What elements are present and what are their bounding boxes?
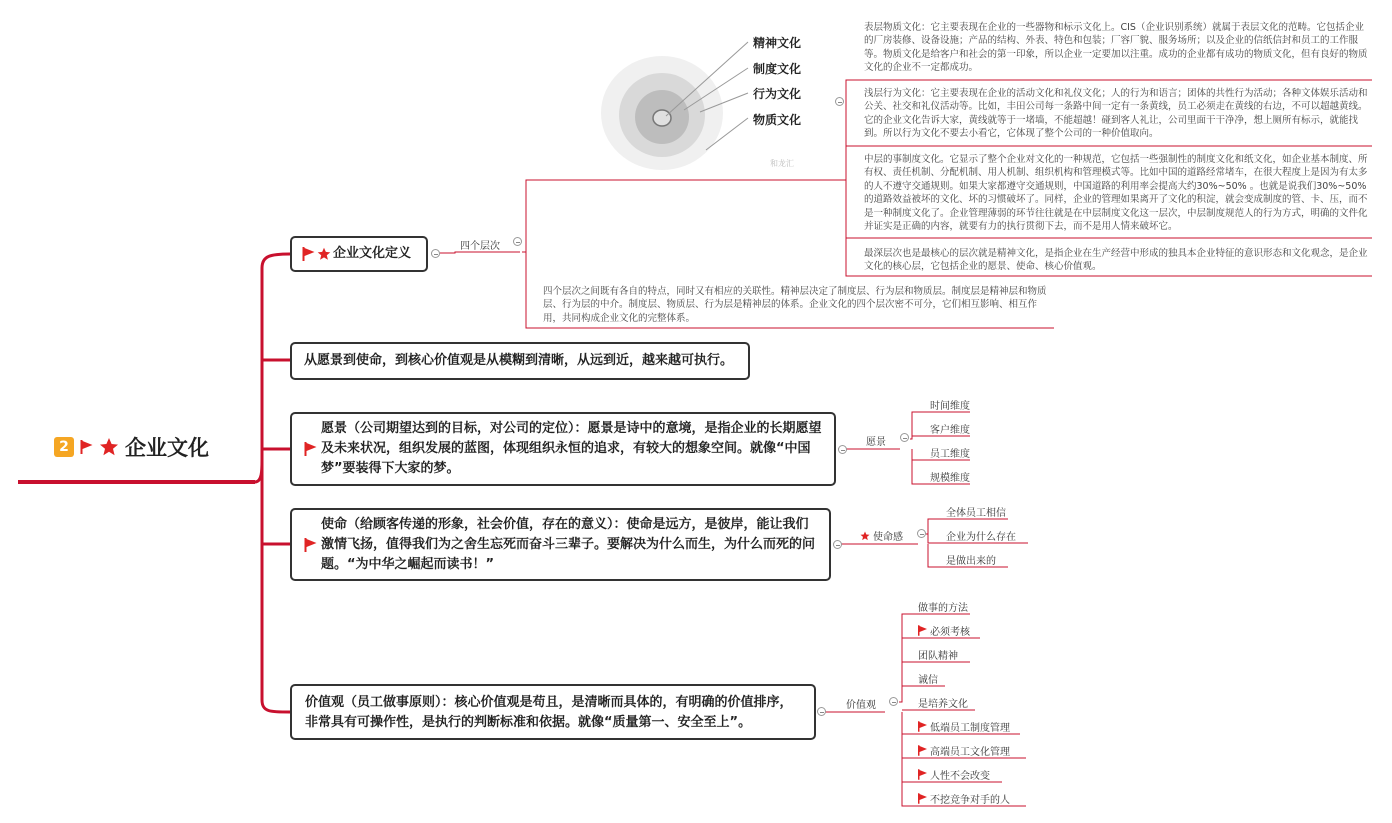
- flag-icon: [918, 745, 927, 756]
- collapse-toggle[interactable]: [833, 540, 842, 549]
- flag-icon: [918, 769, 927, 780]
- values-node[interactable]: 价值观（员工做事原则）：核心价值观是苟且，是清晰而具体的，有明确的价值排序，非常具有可操作性，是执行的判断标准和依据。就像“质量第一、安全至上”。: [290, 684, 816, 740]
- layers-summary-text: 四个层次之间既有各自的特点，同时又有相应的关联性。精神层决定了制度层、行为层和物质层。制度层是精神层和物质层、行为层的中介。制度层、物质层、行为层是精神层的体系。企业文化的四个层次密不可分，它们相互影响、相互作用，共同构成企业文化的完整体系。: [543, 286, 1047, 324]
- priority-badge: 2: [54, 437, 74, 457]
- mission-text: 使命（给顾客传递的形象，社会价值，存在的意义）：使命是远方，是彼岸，能让我们激情飞扬，值得我们为之舍生忘死而奋斗三辈子。要解决为什么而生，为什么而死的问题。“为中华之崛起而读书！”: [321, 516, 816, 572]
- vision-item[interactable]: 员工维度: [930, 449, 970, 460]
- definition-node[interactable]: [290, 236, 428, 272]
- flag-icon: [304, 538, 317, 552]
- mission-label: 使命感: [873, 532, 903, 543]
- vision-item[interactable]: 规模维度: [930, 473, 970, 484]
- layers-label[interactable]: 四个层次: [460, 241, 500, 252]
- flag-icon: [304, 442, 317, 456]
- vision-text: 愿景（公司期望达到的目标，对公司的定位）：愿景是诗中的意境，是指企业的长期愿望及未来状况，组织发展的蓝图，体现组织永恒的追求，有较大的想象空间。就像“中国梦”要装得下大家的梦。: [321, 421, 822, 476]
- vision-node[interactable]: [290, 412, 836, 486]
- collapse-toggle[interactable]: [889, 697, 898, 706]
- mission-item[interactable]: 企业为什么存在: [946, 532, 1016, 543]
- values-item[interactable]: [918, 791, 1010, 806]
- flag-icon: [918, 793, 927, 804]
- star-icon: [317, 247, 331, 261]
- values-item-label: 诚信: [918, 675, 938, 686]
- concentric-circles-diagram: [601, 42, 748, 170]
- flag-icon: [302, 247, 315, 261]
- vision-item[interactable]: 时间维度: [930, 401, 970, 412]
- values-item[interactable]: [918, 695, 968, 710]
- values-item[interactable]: [918, 767, 990, 782]
- mission-item[interactable]: 是做出来的: [946, 556, 996, 567]
- values-item[interactable]: [918, 671, 938, 686]
- star-icon: [99, 437, 119, 457]
- values-item[interactable]: [918, 743, 1010, 758]
- flag-icon: [80, 440, 93, 454]
- layer-behavior-text: 浅层行为文化：它主要表现在企业的活动文化和礼仪文化；人的行为和语言；团体的共性行为活动；各种文体娱乐活动和公关、社交和礼仪活动等。比如，丰田公司每一条路中间一定有一条黄线，员工必须走在黄线的右边，不可以超越黄线。它的企业文化告诉大家，黄线就等于一堵墙，不能超越！碰到客人礼让，公司里面干干净净，想上厕所有标示，就能找到。所以行为文化不要去小看它，它体现了整个公司的一种价值取向。: [864, 88, 1368, 140]
- values-item-label: 做事的方法: [918, 603, 968, 614]
- star-icon: [860, 531, 870, 541]
- collapse-toggle[interactable]: [917, 529, 926, 538]
- values-item[interactable]: [918, 599, 968, 614]
- root-title: 企业文化: [125, 436, 209, 460]
- values-item[interactable]: [918, 647, 958, 662]
- mission-item[interactable]: 全体员工相信: [946, 508, 1006, 519]
- values-item-label: 人性不会改变: [930, 771, 990, 782]
- collapse-toggle[interactable]: [431, 249, 440, 258]
- collapse-toggle[interactable]: [513, 237, 522, 246]
- root-node[interactable]: [54, 432, 209, 462]
- mission-label-node[interactable]: [860, 528, 903, 543]
- definition-title: 企业文化定义: [333, 246, 412, 261]
- vision-item[interactable]: 客户维度: [930, 425, 970, 436]
- vision-to-values-node[interactable]: 从愿景到使命，到核心价值观是从模糊到清晰，从远到近，越来越可执行。: [290, 342, 750, 380]
- circle-label-material: 物质文化: [753, 113, 802, 127]
- values-item-label: 不挖竞争对手的人: [930, 795, 1010, 806]
- layer-material-text: 表层物质文化：它主要表现在企业的一些器物和标示文化上。CIS（企业识别系统）就属于表层文化的范畴。它包括企业的厂房装修、设备设施；产品的结构、外表、特色和包装；厂容厂貌、服务场所；以及企业的信纸信封和员工的工作服等。物质文化是给客户和社会的第一印象，所以企业一定要加以注重。成功的企业都有成功的物质文化，但有良好的物质文化的企业不一定都成功。: [864, 22, 1368, 74]
- values-item-label: 低端员工制度管理: [930, 723, 1010, 734]
- collapse-toggle[interactable]: [817, 707, 826, 716]
- circle-label-behavior: 行为文化: [753, 87, 802, 101]
- watermark: 和龙汇: [770, 159, 794, 168]
- values-item-label: 团队精神: [918, 651, 958, 662]
- values-item-label: 是培养文化: [918, 699, 968, 710]
- vision-label[interactable]: 愿景: [866, 437, 886, 448]
- flag-icon: [918, 721, 927, 732]
- values-item[interactable]: [918, 719, 1010, 734]
- collapse-toggle[interactable]: [838, 445, 847, 454]
- values-item-label: 高端员工文化管理: [930, 747, 1010, 758]
- circle-label-spirit: 精神文化: [753, 36, 802, 50]
- values-item[interactable]: [918, 623, 970, 638]
- layer-system-text: 中层的事制度文化。它显示了整个企业对文化的一种规范，它包括一些强制性的制度文化和纸文化，如企业基本制度、所有权、责任机制、分配机制、用人机制、组织机构和管理模式等。比如中国的道路经常堵车，在很大程度上是因为有太多的人不遵守交通规则。如果大家都遵守交通规则，中国道路的利用率会提高大约30%~50% 。也就是说我们30%~50%的道路效益被坏的文化、坏的习惯破坏了。同样，企业的管理如果离开了文化的积淀，就会变成制度的管、卡、压，而不是一种制度文化了。企业管理薄弱的环节往往就是在中层制度文化这一层次，中层制度规范人的行为方式，明确的文件化并证实是正确的内容，就要有力的执行贯彻下去，而不是用人情来破坏它。: [864, 154, 1368, 233]
- values-label[interactable]: 价值观: [846, 700, 876, 711]
- mission-node[interactable]: [290, 508, 831, 581]
- values-item-label: 必须考核: [930, 627, 970, 638]
- flag-icon: [918, 625, 927, 636]
- layer-spirit-text: 最深层次也是最核心的层次就是精神文化，是指企业在生产经营中形成的独具本企业特征的意识形态和文化观念，是企业文化的核心层，它包括企业的愿景、使命、核心价值观。: [864, 248, 1368, 273]
- collapse-toggle[interactable]: [835, 97, 844, 106]
- circle-label-system: 制度文化: [753, 62, 802, 76]
- collapse-toggle[interactable]: [900, 433, 909, 442]
